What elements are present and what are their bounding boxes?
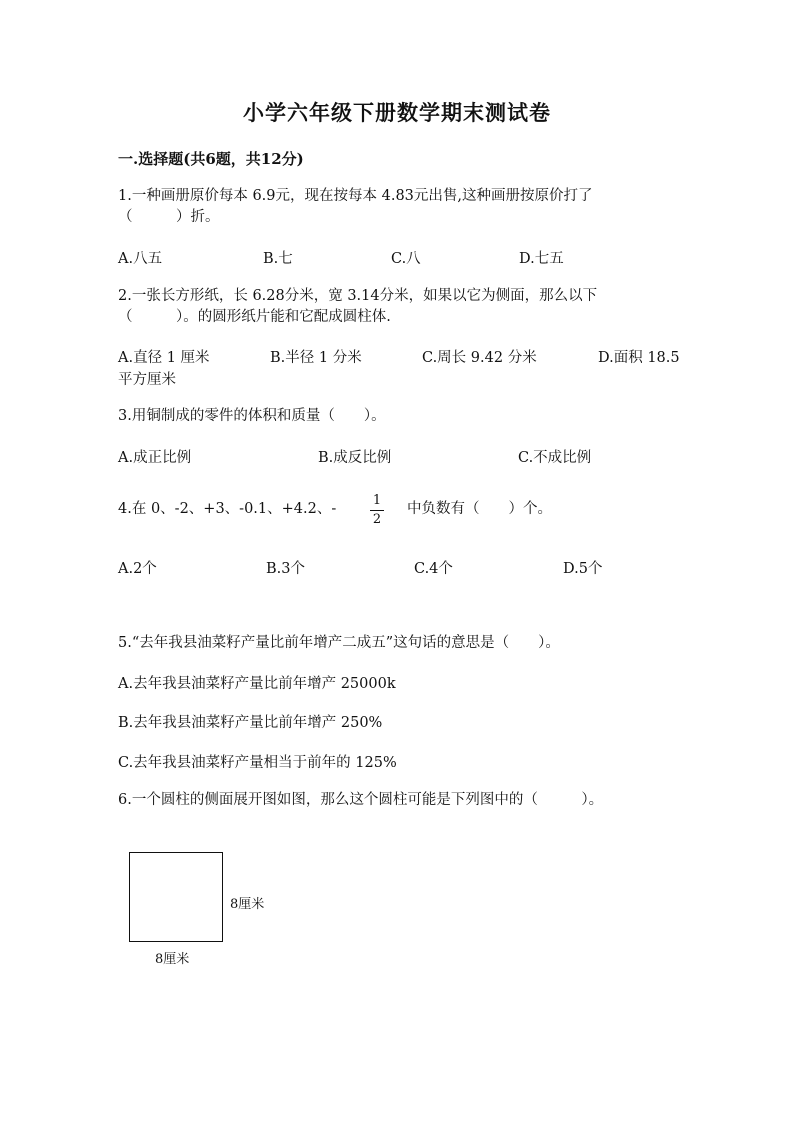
question-2-option-d: D.面积 18.5	[598, 350, 680, 366]
question-4-part-2: 中负数有（ ）个。	[407, 501, 552, 517]
question-2-option-d-continued: 平方厘米	[118, 372, 176, 388]
question-2-option-c: C.周长 9.42 分米	[422, 350, 537, 366]
fraction-one-half	[370, 493, 384, 528]
fraction-numerator: 1	[372, 493, 382, 508]
question-1-line-2: （ ）折。	[118, 209, 220, 225]
question-2-option-a: A.直径 1 厘米	[118, 350, 210, 366]
question-3-option-a: A.成正比例	[118, 450, 192, 466]
question-6-line-1: 6.一个圆柱的侧面展开图如图，那么这个圆柱可能是下列图中的（ ）。	[118, 792, 604, 808]
question-1-option-a: A.八五	[118, 251, 163, 267]
question-1-option-c: C.八	[391, 251, 421, 267]
question-5-option-b: B.去年我县油菜籽产量比前年增产 250%	[118, 715, 383, 731]
question-1-line-1: 1.一种画册原价每本 6.9元，现在按每本 4.83元出售,这种画册按原价打了	[118, 188, 593, 204]
question-3-line-1: 3.用铜制成的零件的体积和质量（ ）。	[118, 408, 386, 424]
question-2-line-1: 2.一张长方形纸，长 6.28分米，宽 3.14分米，如果以它为侧面，那么以下	[118, 288, 598, 304]
question-4-option-c: C.4个	[414, 561, 453, 577]
section-heading: 一.选择题(共6题，共12分)	[118, 150, 304, 168]
question-2-option-b: B.半径 1 分米	[270, 350, 362, 366]
question-5-option-a: A.去年我县油菜籽产量比前年增产 25000k	[118, 676, 396, 692]
bottom-length-label: 8厘米	[155, 952, 190, 967]
question-4-part-1: 4.在 0、-2、+3、-0.1、+4.2、-	[118, 501, 337, 517]
question-1-option-b: B.七	[263, 251, 293, 267]
question-4-option-b: B.3个	[266, 561, 305, 577]
question-5-line-1: 5.“去年我县油菜籽产量比前年增产二成五”这句话的意思是（ ）。	[118, 635, 560, 651]
question-4-option-d: D.5个	[563, 561, 603, 577]
fraction-denominator: 2	[372, 512, 382, 527]
side-length-label: 8厘米	[230, 897, 265, 912]
question-4-option-a: A.2个	[118, 561, 157, 577]
question-3-option-c: C.不成比例	[518, 450, 592, 466]
question-2-line-2: （ ）。的圆形纸片能和它配成圆柱体.	[118, 309, 391, 325]
cylinder-net-square	[129, 852, 223, 942]
question-1-option-d: D.七五	[519, 251, 564, 267]
page-title: 小学六年级下册数学期末测试卷	[243, 100, 551, 125]
question-3-option-b: B.成反比例	[318, 450, 392, 466]
fraction-bar	[370, 510, 384, 511]
question-5-option-c: C.去年我县油菜籽产量相当于前年的 125%	[118, 755, 397, 771]
